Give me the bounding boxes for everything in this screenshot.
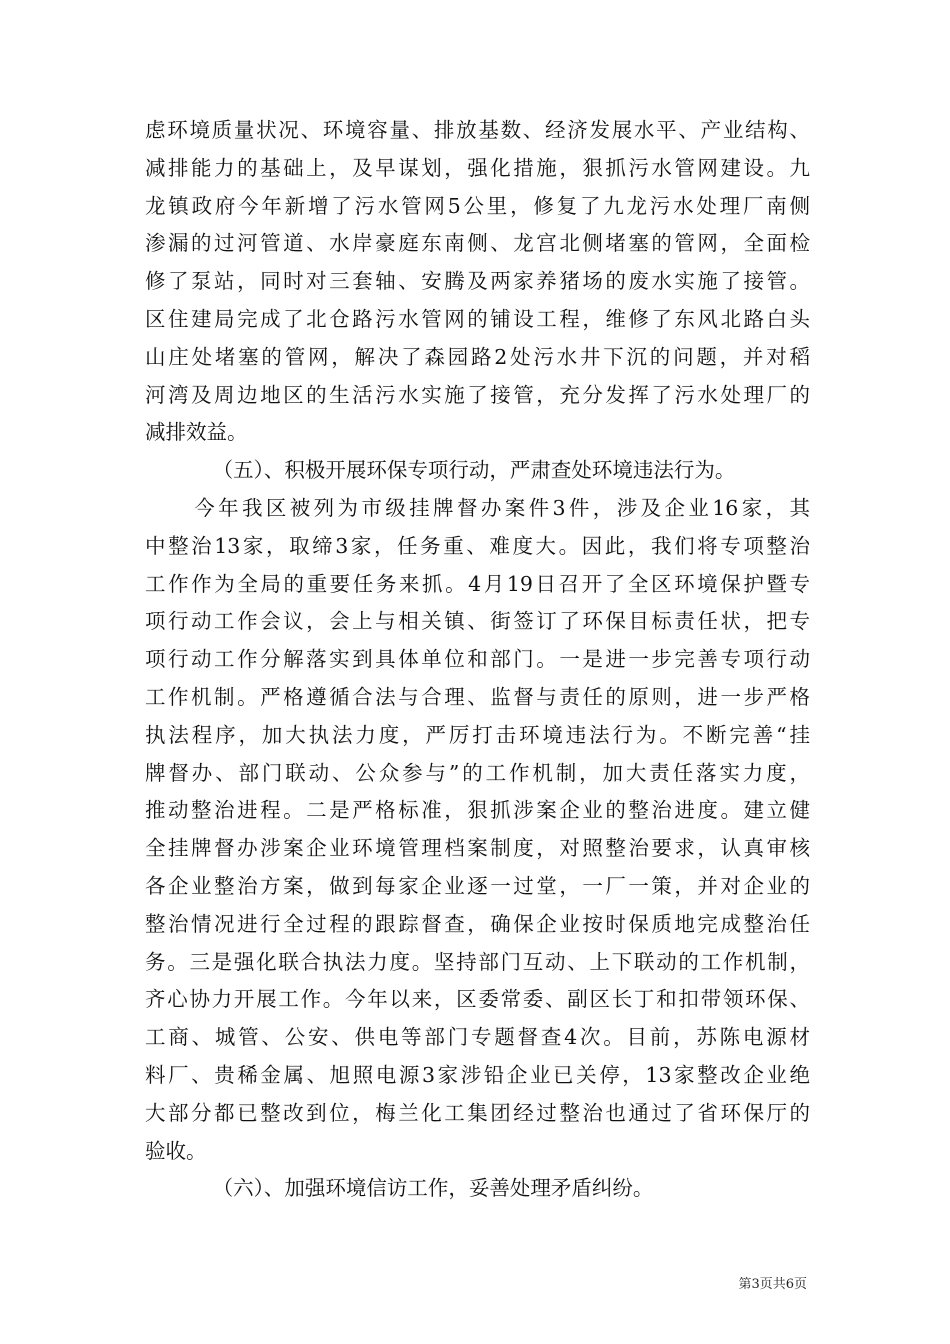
text-line: 河湾及周边地区的生活污水实施了接管，充分发挥了污水处理厂的 [145, 382, 810, 407]
page-number: 第3页共6页 [738, 1277, 807, 1292]
text-line: 执法程序，加大执法力度，严厉打击环境违法行为。不断完善“挂 [145, 722, 810, 747]
text-line: 整治情况进行全过程的跟踪督查，确保企业按时保质地完成整治任 [145, 911, 810, 936]
text-line: 今年我区被列为市级挂牌督办案件3件，涉及企业16家，其 [194, 495, 810, 520]
text-line: 料厂、贵稀金属、旭照电源3家涉铅企业已关停，13家整改企业绝 [145, 1062, 810, 1087]
text-line: 推动整治进程。二是严格标准，狠抓涉案企业的整治进度。建立健 [145, 798, 810, 823]
text-line: 工商、城管、公安、供电等部门专题督查4次。目前，苏陈电源材 [145, 1025, 810, 1050]
text-line: 牌督办、部门联动、公众参与”的工作机制，加大责任落实力度， [145, 760, 810, 785]
text-line: 验收。 [145, 1138, 207, 1163]
text-line: 工作作为全局的重要任务来抓。4月19日召开了全区环境保护暨专 [145, 571, 810, 596]
text-line: 全挂牌督办涉案企业环境管理档案制度，对照整治要求，认真审核 [145, 836, 810, 861]
body-text [145, 112, 810, 1208]
section-heading-6: （六）、加强环境信访工作，妥善处理矛盾纠纷。 [212, 1176, 654, 1201]
text-line: 各企业整治方案，做到每家企业逐一过堂，一厂一策，并对企业的 [145, 873, 810, 898]
text-line: 齐心协力开展工作。今年以来，区委常委、副区长丁和扣带领环保、 [145, 987, 810, 1012]
text-line: 务。三是强化联合执法力度。坚持部门互动、上下联动的工作机制， [145, 949, 810, 974]
text-line: 项行动工作分解落实到具体单位和部门。一是进一步完善专项行动 [145, 647, 810, 672]
text-line: 山庄处堵塞的管网，解决了森园路2处污水井下沉的问题，并对稻 [145, 344, 810, 369]
text-line: 工作机制。严格遵循合法与合理、监督与责任的原则，进一步严格 [145, 684, 810, 709]
text-line: 减排效益。 [145, 420, 248, 445]
text-line: 修了泵站，同时对三套轴、安腾及两家养猪场的废水实施了接管。 [145, 269, 810, 294]
text-line: 减排能力的基础上，及早谋划，强化措施，狠抓污水管网建设。九 [145, 155, 810, 180]
text-line: 中整治13家，取缔3家，任务重、难度大。因此，我们将专项整治 [145, 533, 810, 558]
section-heading-5: （五）、积极开展环保专项行动，严肃查处环境违法行为。 [212, 458, 736, 483]
text-line: 虑环境质量状况、环境容量、排放基数、经济发展水平、产业结构、 [145, 118, 810, 142]
text-line: 大部分都已整改到位，梅兰化工集团经过整治也通过了省环保厅的 [145, 1100, 810, 1125]
text-line: 区住建局完成了北仓路污水管网的铺设工程，维修了东风北路白头 [145, 306, 810, 331]
text-line: 龙镇政府今年新增了污水管网5公里，修复了九龙污水处理厂南侧 [145, 193, 810, 218]
text-line: 渗漏的过河管道、水岸豪庭东南侧、龙宫北侧堵塞的管网，全面检 [145, 231, 810, 256]
text-line: 项行动工作会议，会上与相关镇、街签订了环保目标责任状，把专 [145, 609, 810, 634]
